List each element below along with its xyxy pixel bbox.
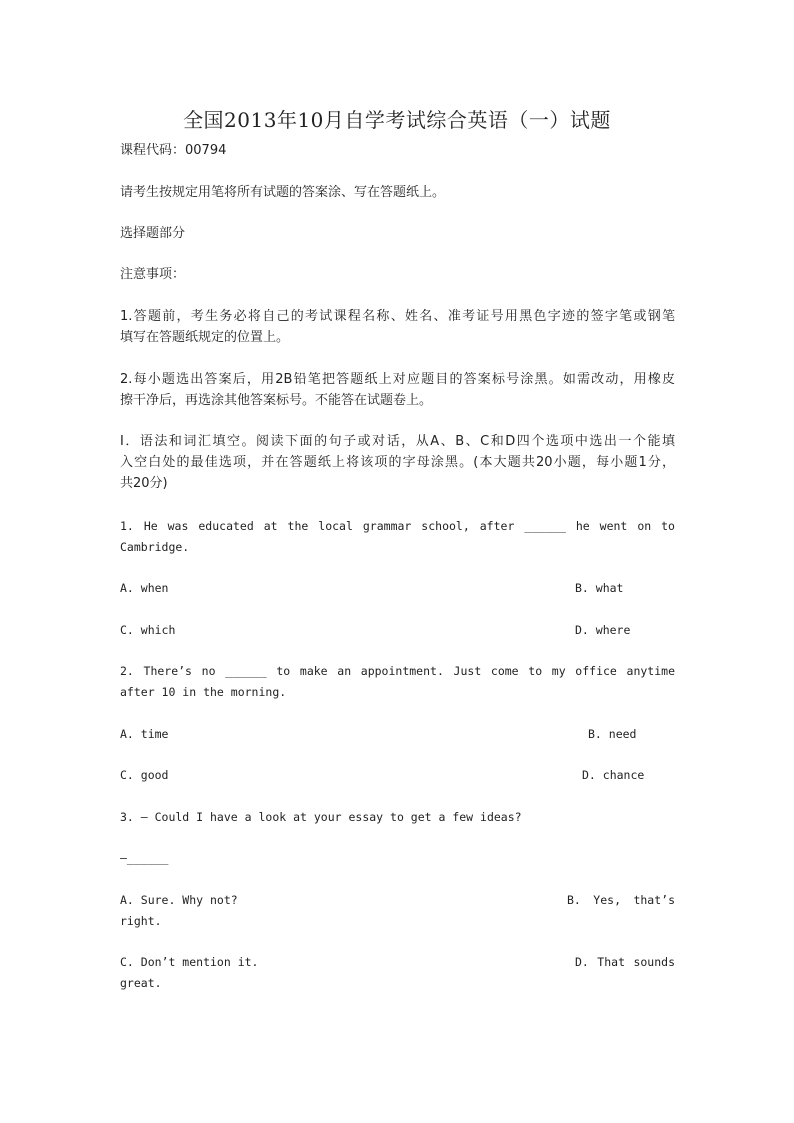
part-1-instruction-line-2: 入空白处的最佳选项，并在答题纸上将该项的字母涂黑。(本大题共20小题，每小题1分， [120, 455, 675, 470]
section-heading: 选择题部分 [120, 226, 186, 241]
question-1-stem-line-1: 1. He was educated at the local grammar school, after ______ he went on to [120, 519, 675, 533]
question-3-option-b-line-2: right. [120, 914, 162, 928]
question-2-option-b: B. need [588, 727, 637, 741]
note-2-line-1: 2.每小题选出答案后，用2B铅笔把答题纸上对应题目的答案标号涂黑。如需改动，用橡皮 [120, 372, 675, 387]
note-2-line-2: 擦干净后，再选涂其他答案标号。不能答在试题卷上。 [120, 393, 433, 408]
part-1-instruction-line-3: 共20分) [120, 476, 168, 491]
question-3-stem-line-2: —______ [120, 851, 169, 865]
part-1-instruction-line-1: Ⅰ．语法和词汇填空。阅读下面的句子或对话，从A、B、C和D四个选项中选出一个能填 [120, 434, 675, 449]
note-1-line-1: 1.答题前，考生务必将自己的考试课程名称、姓名、准考证号用黑色字迹的签字笔或钢笔 [120, 309, 675, 324]
page-title: 全国2013年10月自学考试综合英语（一）试题 [183, 108, 611, 132]
note-1-line-2: 填写在答题纸规定的位置上。 [120, 330, 290, 345]
question-3-option-c: C. Don’t mention it. [120, 955, 259, 969]
course-code: 课程代码：00794 [120, 143, 227, 158]
question-3-option-b-line-1: B. Yes, that’s [567, 893, 675, 907]
instruction-text: 请考生按规定用笔将所有试题的答案涂、写在答题纸上。 [120, 185, 446, 200]
question-1-option-c: C. which [120, 623, 176, 637]
question-2-option-a: A. time [120, 727, 169, 741]
question-2-option-c: C. good [120, 768, 169, 782]
question-1-option-b: B. what [575, 581, 624, 595]
question-2-stem-line-1: 2. There’s no ______ to make an appointment. Just come to my office anytime [120, 664, 675, 678]
question-3-option-a: A. Sure. Why not? [120, 893, 238, 907]
question-3-option-d-line-1: D. That sounds [575, 955, 675, 969]
question-2-stem-line-2: after 10 in the morning. [120, 685, 287, 699]
notes-heading: 注意事项： [120, 267, 186, 282]
question-3-option-d-line-2: great. [120, 976, 162, 990]
question-3-stem-line-1: 3. — Could I have a look at your essay to get a few ideas? [120, 810, 522, 824]
question-1-stem-line-2: Cambridge. [120, 540, 190, 554]
question-1-option-a: A. when [120, 581, 169, 595]
question-1-option-d: D. where [575, 623, 631, 637]
question-2-option-d: D. chance [582, 768, 645, 782]
